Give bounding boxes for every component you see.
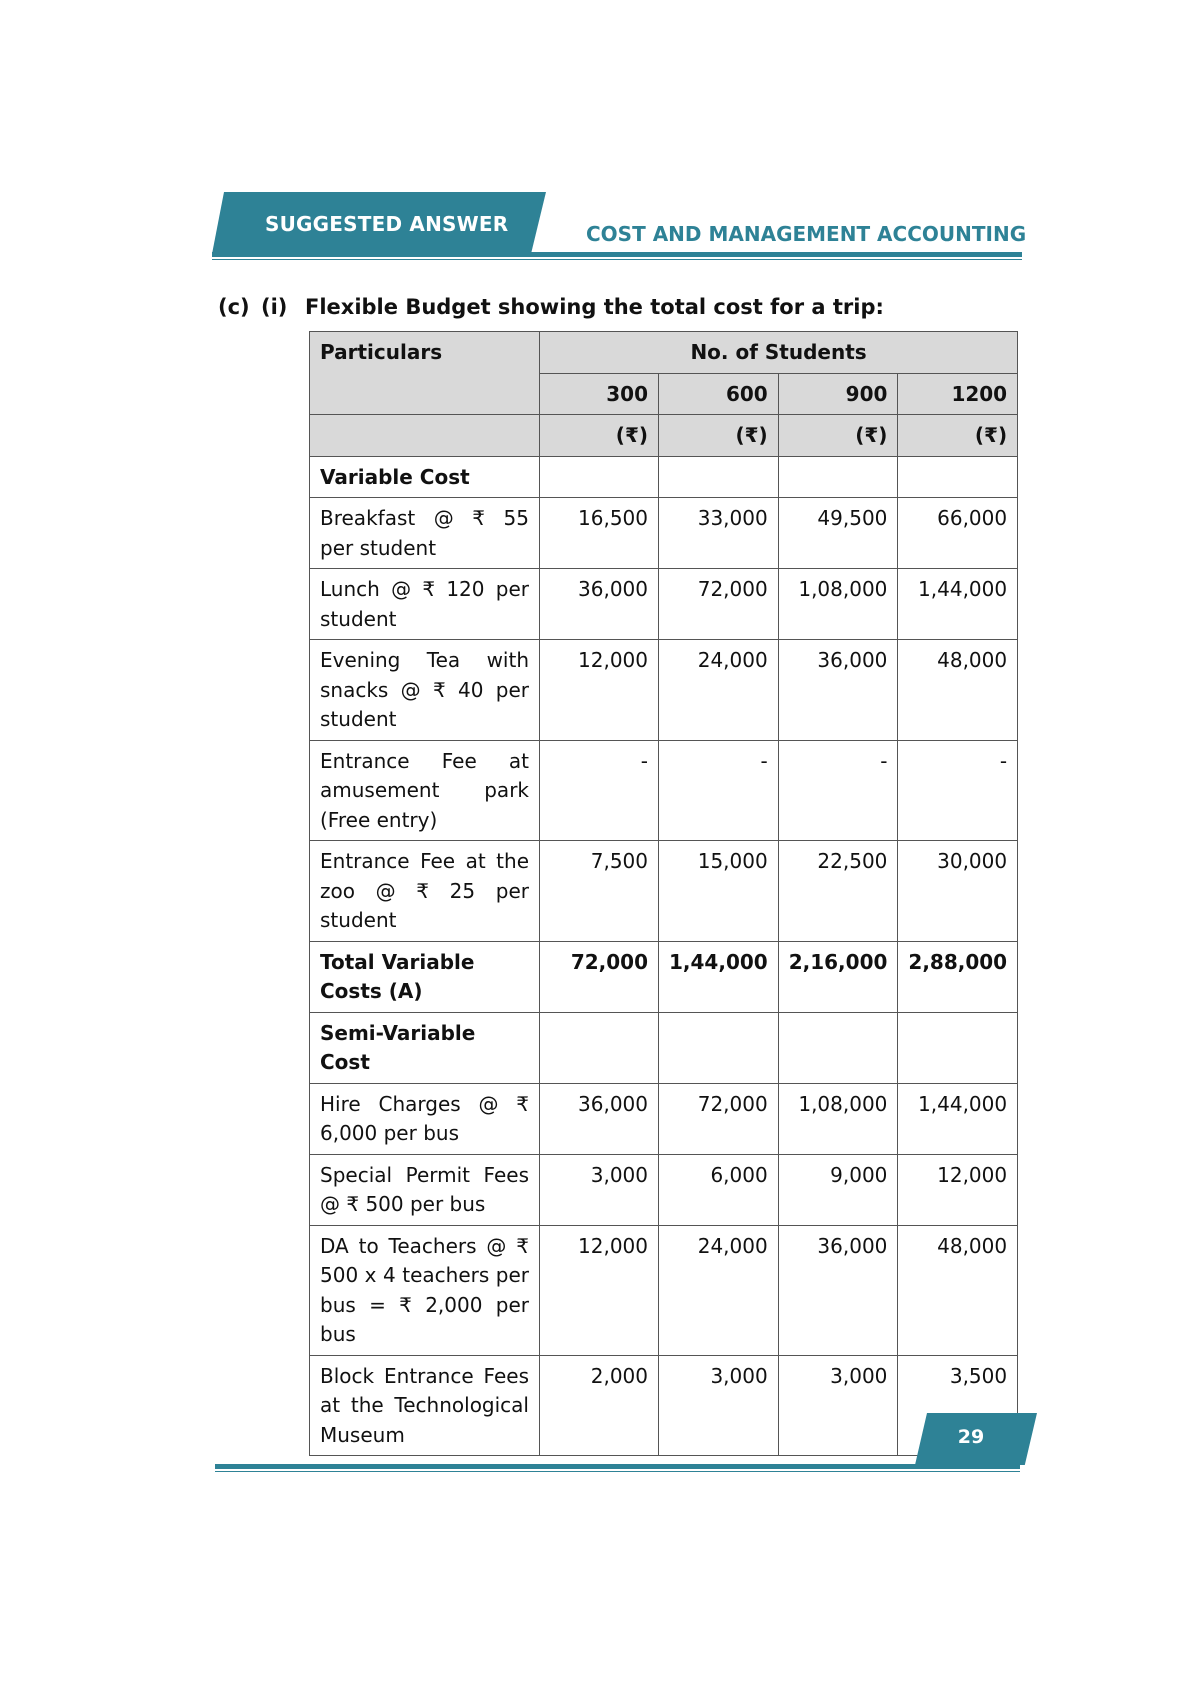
cell-value: 3,000 — [659, 1355, 779, 1456]
cell-value: 66,000 — [898, 498, 1018, 569]
page-number: 29 — [957, 1426, 985, 1448]
cell-value: 2,16,000 — [778, 941, 898, 1012]
cell-value: 12,000 — [540, 640, 659, 741]
table-row — [310, 740, 1018, 841]
table-row — [310, 841, 1018, 942]
cell-value: 1,44,000 — [898, 1083, 1018, 1154]
cell-value: 15,000 — [659, 841, 779, 942]
table-header-row — [310, 332, 1018, 374]
particulars-header: Particulars — [310, 332, 540, 415]
cell-value: 1,44,000 — [898, 569, 1018, 640]
cell-value: 36,000 — [540, 569, 659, 640]
cell-value: 2,88,000 — [898, 941, 1018, 1012]
currency-cell: (₹) — [898, 415, 1018, 457]
header-rule — [212, 252, 1022, 257]
cell-value: 72,000 — [540, 941, 659, 1012]
cell-value: 6,000 — [659, 1154, 779, 1225]
table-row — [310, 1154, 1018, 1225]
row-label: Special Permit Fees @ ₹ 500 per bus — [310, 1154, 540, 1225]
cell-value: 22,500 — [778, 841, 898, 942]
table-row — [310, 1225, 1018, 1355]
table-row — [310, 1083, 1018, 1154]
row-label: Hire Charges @ ₹ 6,000 per bus — [310, 1083, 540, 1154]
cell-value: 7,500 — [540, 841, 659, 942]
total-row — [310, 941, 1018, 1012]
row-label: Entrance Fee at the zoo @ ₹ 25 per student — [310, 841, 540, 942]
section-heading — [218, 295, 884, 319]
header-title: COST AND MANAGEMENT ACCOUNTING — [586, 222, 1027, 246]
section-label: Variable Cost — [310, 456, 540, 498]
currency-cell: (₹) — [778, 415, 898, 457]
header-rule-thin — [212, 259, 1022, 260]
cell-value: 1,08,000 — [778, 569, 898, 640]
empty-cell — [778, 456, 898, 498]
empty-cell — [540, 1012, 659, 1083]
table-row — [310, 569, 1018, 640]
column-header: 300 — [540, 373, 659, 415]
cell-value: 16,500 — [540, 498, 659, 569]
currency-cell: (₹) — [659, 415, 779, 457]
cell-value: - — [898, 740, 1018, 841]
cell-value: 1,44,000 — [659, 941, 779, 1012]
cell-value: 36,000 — [540, 1083, 659, 1154]
heading-label-i: (i) — [261, 295, 288, 319]
cell-value: 12,000 — [898, 1154, 1018, 1225]
section-row — [310, 456, 1018, 498]
cell-value: 3,000 — [778, 1355, 898, 1456]
row-label: Breakfast @ ₹ 55 per student — [310, 498, 540, 569]
cell-value: 9,000 — [778, 1154, 898, 1225]
cell-value: 2,000 — [540, 1355, 659, 1456]
currency-row — [310, 415, 1018, 457]
footer-rule-thin — [215, 1471, 1020, 1472]
cell-value: 72,000 — [659, 569, 779, 640]
cell-value: 72,000 — [659, 1083, 779, 1154]
empty-cell — [898, 1012, 1018, 1083]
cell-value: 12,000 — [540, 1225, 659, 1355]
cell-value: - — [659, 740, 779, 841]
cell-value: 3,500 — [898, 1355, 1018, 1456]
empty-cell — [659, 1012, 779, 1083]
column-header: 600 — [659, 373, 779, 415]
empty-cell — [540, 456, 659, 498]
currency-cell: (₹) — [540, 415, 659, 457]
empty-cell — [659, 456, 779, 498]
heading-label-c: (c) — [218, 295, 250, 319]
cell-value: 48,000 — [898, 640, 1018, 741]
cell-value: - — [778, 740, 898, 841]
header-banner-label: SUGGESTED ANSWER — [265, 212, 509, 236]
table-row — [310, 640, 1018, 741]
column-header: 900 — [778, 373, 898, 415]
cell-value: 36,000 — [778, 1225, 898, 1355]
cell-value: 24,000 — [659, 640, 779, 741]
cell-value: 36,000 — [778, 640, 898, 741]
footer-rule — [215, 1464, 1020, 1469]
row-label: Entrance Fee at amusement park (Free entry) — [310, 740, 540, 841]
cell-value: 30,000 — [898, 841, 1018, 942]
column-header: 1200 — [898, 373, 1018, 415]
cell-value: 48,000 — [898, 1225, 1018, 1355]
section-row — [310, 1012, 1018, 1083]
row-label: Block Entrance Fees at the Technological Museum — [310, 1355, 540, 1456]
cell-value: 1,08,000 — [778, 1083, 898, 1154]
cell-value: - — [540, 740, 659, 841]
section-label: Semi-Variable Cost — [310, 1012, 540, 1083]
heading-title: Flexible Budget showing the total cost for a trip: — [305, 295, 884, 319]
row-label: Total Variable Costs (A) — [310, 941, 540, 1012]
empty-cell — [898, 456, 1018, 498]
empty-cell — [778, 1012, 898, 1083]
cell-value: 24,000 — [659, 1225, 779, 1355]
table-row — [310, 1355, 1018, 1456]
students-header: No. of Students — [540, 332, 1018, 374]
cell-value: 3,000 — [540, 1154, 659, 1225]
row-label: Lunch @ ₹ 120 per student — [310, 569, 540, 640]
cell-value: 49,500 — [778, 498, 898, 569]
flexible-budget-table — [309, 331, 1018, 1456]
currency-empty-cell — [310, 415, 540, 457]
cell-value: 33,000 — [659, 498, 779, 569]
row-label: Evening Tea with snacks @ ₹ 40 per student — [310, 640, 540, 741]
row-label: DA to Teachers @ ₹ 500 x 4 teachers per bus = ₹ 2,000 per bus — [310, 1225, 540, 1355]
table-row — [310, 498, 1018, 569]
